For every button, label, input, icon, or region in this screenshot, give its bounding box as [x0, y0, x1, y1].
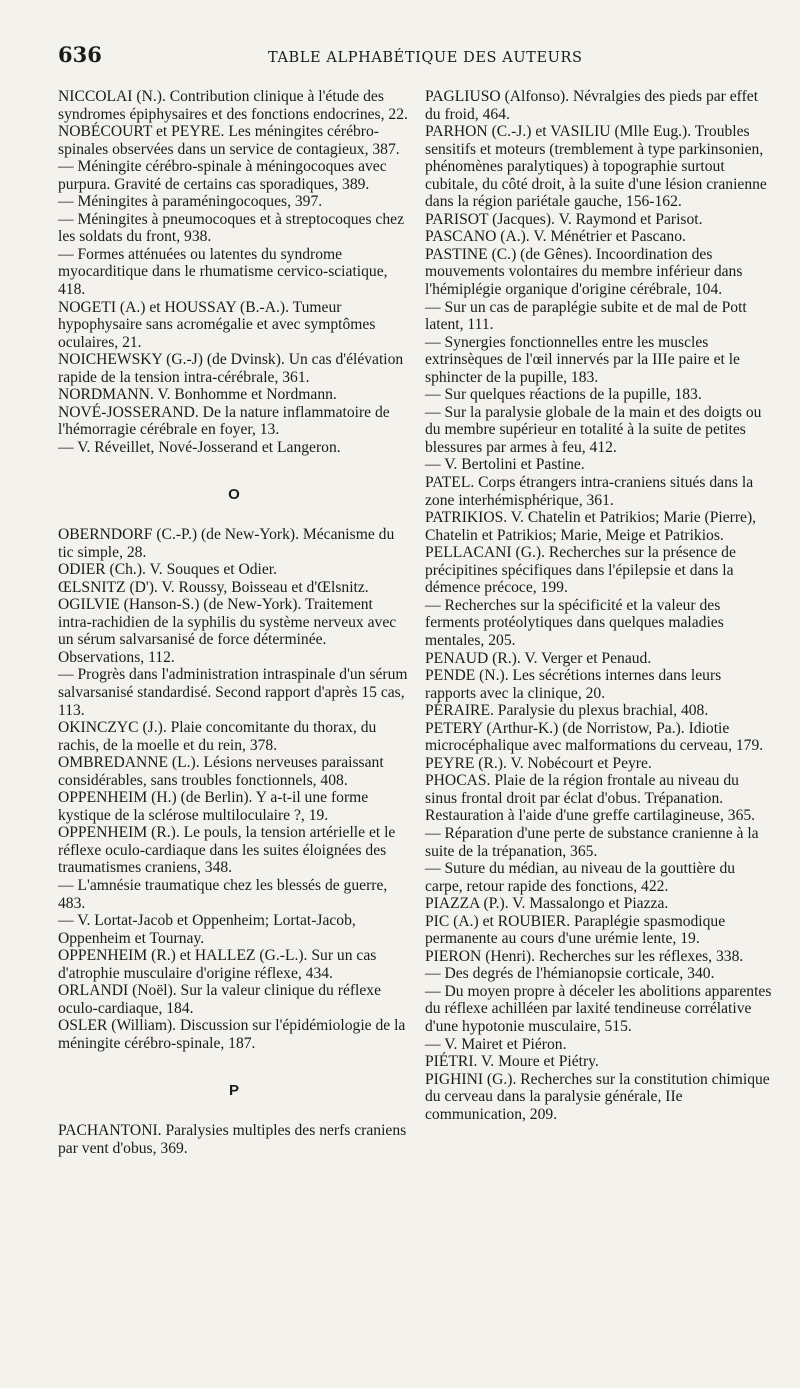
index-entry: PENDE (N.). Les sécrétions internes dans leurs rapports avec la clinique, 20.	[425, 667, 722, 702]
index-entry: NOGETI (A.) et HOUSSAY (B.-A.). Tumeur hypophysaire sans acromégalie et avec symptômes oculaires, 21.	[58, 298, 376, 351]
index-entry: PASTINE (C.) (de Gênes). Incoordination des mouvements volontaires du membre inférieur dans l'hémiplégie organique d'origine cérébrale, 104.	[425, 245, 743, 299]
section-heading-p: P	[228, 1082, 239, 1100]
index-entry: — Méningites à pneumocoques et à streptocoques chez les soldats du front, 938.	[58, 210, 404, 246]
index-entry: NOICHEWSKY (G.-J) (de Dvinsk). Un cas d'élévation rapide de la tension intra-cérébrale, 361.	[58, 351, 404, 386]
index-entry: PARHON (C.-J.) et VASILIU (Mlle Eug.). Troubles sensitifs et moteurs (tremblement à type parkinsonien, phénomènes paralytiques) à topographie surtout cubitale, du côté droit, à la suite d'une lésion cranienne dans la région pariétale gauche, 156-162.	[425, 123, 767, 211]
right-column	[425, 88, 773, 1123]
index-entry: PASCANO (A.). V. Ménétrier et Pascano.	[425, 228, 686, 246]
section-heading-o: O	[228, 486, 240, 504]
index-entry: PACHANTONI. Paralysies multiples des nerfs craniens par vent d'obus, 369.	[58, 1121, 407, 1157]
index-entry: — Sur la paralysie globale de la main et des doigts ou du membre supérieur en totalité à la suite de petites blessures par armes à feu, 412.	[425, 403, 762, 456]
index-entry: PETERY (Arthur-K.) (de Norristow, Pa.). Idiotie microcéphalique avec malformations du cerveau, 179.	[425, 719, 764, 755]
index-entry: — Méningites à paraméningocoques, 397.	[58, 193, 323, 211]
index-entry: ODIER (Ch.). V. Souques et Odier.	[58, 561, 278, 579]
right-entries-p	[425, 88, 773, 1123]
index-entry: — V. Réveillet, Nové-Josserand et Langeron.	[58, 438, 341, 456]
index-entry: — Recherches sur la spécificité et la valeur des ferments protéolytiques dans quelques maladies mentales, 205.	[425, 596, 724, 649]
index-entry: NOVÉ-JOSSERAND. De la nature inflammatoire de l'hémorragie cérébrale en foyer, 13.	[58, 403, 390, 439]
index-entry: NORDMANN. V. Bonhomme et Nordmann.	[58, 386, 337, 404]
index-entry: — L'amnésie traumatique chez les blessés de guerre, 483.	[58, 876, 388, 912]
index-entry: NICCOLAI (N.). Contribution clinique à l'étude des syndromes épiphysaires et des fonctions endocrines, 22.	[58, 88, 408, 123]
index-entry: PARISOT (Jacques). V. Raymond et Parisot.	[425, 210, 703, 228]
index-entry: — V. Lortat-Jacob et Oppenheim; Lortat-Jacob, Oppenheim et Tournay.	[58, 912, 356, 947]
index-entry: NOBÉCOURT et PEYRE. Les méningites cérébro-spinales observées dans un service de contagieux, 387.	[58, 123, 400, 158]
index-entry: OBERNDORF (C.-P.) (de New-York). Mécanisme du tic simple, 28.	[58, 526, 395, 561]
index-entry: PATRIKIOS. V. Chatelin et Patrikios; Marie (Pierre), Chatelin et Patrikios; Marie, Meige et Patrikios.	[425, 509, 757, 544]
index-entry: PENAUD (R.). V. Verger et Penaud.	[425, 649, 652, 667]
page-header	[58, 42, 758, 72]
index-entry: — Réparation d'une perte de substance cranienne à la suite de la trépanation, 365.	[425, 824, 759, 860]
index-entry: — V. Bertolini et Pastine.	[425, 456, 585, 474]
index-entry: PIAZZA (P.). V. Massalongo et Piazza.	[425, 895, 669, 913]
index-entry: OSLER (William). Discussion sur l'épidémiologie de la méningite cérébro-spinale, 187.	[58, 1017, 406, 1052]
left-entries-o	[58, 526, 410, 1052]
running-head: TABLE ALPHABÉTIQUE DES AUTEURS	[268, 50, 583, 66]
index-entry: PIC (A.) et ROUBIER. Paraplégie spasmodique permanente au cours d'une urémie lente, 19.	[425, 912, 726, 948]
index-entry: ŒLSNITZ (D'). V. Roussy, Boisseau et d'Œlsnitz.	[58, 578, 369, 596]
index-entry: — Synergies fonctionnelles entre les muscles extrinsèques de l'œil innervés par la IIIe paire et le sphincter de la pupille, 183.	[425, 333, 740, 386]
index-entry: PATEL. Corps étrangers intra-craniens situés dans la zone interhémisphérique, 361.	[425, 474, 754, 509]
index-entry: ORLANDI (Noël). Sur la valeur clinique du réflexe oculo-cardiaque, 184.	[58, 982, 382, 1017]
index-entry: — Suture du médian, au niveau de la gouttière du carpe, retour rapide des fonctions, 422.	[425, 860, 736, 895]
index-entry: — V. Mairet et Piéron.	[425, 1035, 567, 1053]
index-entry: PIERON (Henri). Recherches sur les réflexes, 338.	[425, 947, 744, 965]
index-entry: — Progrès dans l'administration intraspinale d'un sérum salvarsanisé standardisé. Second rapport d'après 15 cas, 113.	[58, 666, 408, 719]
left-entries-n	[58, 88, 410, 456]
index-entry: PELLACANI (G.). Recherches sur la présence de précipitines spécifiques dans l'épilepsie et dans la démence précoce, 199.	[425, 544, 736, 597]
left-column	[58, 88, 410, 1157]
index-entry: OKINCZYC (J.). Plaie concomitante du thorax, du rachis, de la moelle et du rein, 378.	[58, 719, 377, 754]
index-entry: OMBREDANNE (L.). Lésions nerveuses paraissant considérables, sans troubles fonctionnels, 408.	[58, 754, 384, 789]
index-entry: PEYRE (R.). V. Nobécourt et Peyre.	[425, 754, 652, 772]
index-entry: OPPENHEIM (H.) (de Berlin). Y a-t-il une forme kystique de la sclérose multiloculaire ?, 19.	[58, 789, 369, 824]
index-entry: OPPENHEIM (R.). Le pouls, la tension artérielle et le réflexe oculo-cardiaque dans les suites éloignées des traumatismes craniens, 348.	[58, 824, 396, 877]
index-entry: PÉRAIRE. Paralysie du plexus brachial, 408.	[425, 702, 709, 720]
index-entry: OPPENHEIM (R.) et HALLEZ (G.-L.). Sur un cas d'atrophie musculaire d'origine réflexe, 434.	[58, 947, 377, 982]
index-entry: PIGHINI (G.). Recherches sur la constitution chimique du cerveau dans la paralysie générale, IIe communication, 209.	[425, 1070, 770, 1123]
index-entry: PHOCAS. Plaie de la région frontale au niveau du sinus frontal droit par éclat d'obus. Trépanation. Restauration à l'aide d'une greffe cartilagineuse, 365.	[425, 772, 756, 825]
index-entry: — Sur un cas de paraplégie subite et de mal de Pott latent, 111.	[425, 298, 747, 334]
index-entry: — Sur quelques réactions de la pupille, 183.	[425, 386, 702, 404]
index-entry: PAGLIUSO (Alfonso). Névralgies des pieds par effet du froid, 464.	[425, 88, 759, 123]
index-entry: — Du moyen propre à déceler les abolitions apparentes du réflexe achilléen par laxité tendineuse corrélative d'une hypotonie musculaire, 515.	[425, 982, 772, 1035]
left-entries-p	[58, 1122, 410, 1157]
index-entry: PIÉTRI. V. Moure et Piétry.	[425, 1053, 599, 1071]
page-number: 636	[58, 42, 102, 67]
index-entry: — Méningite cérébro-spinale à méningocoques avec purpura. Gravité de certains cas sporadiques, 389.	[58, 158, 387, 193]
index-entry: OGILVIE (Hanson-S.) (de New-York). Traitement intra-rachidien de la syphilis du système nerveux avec un sérum salvarsanisé de force déterminée. Observations, 112.	[58, 596, 397, 666]
index-entry: — Des degrés de l'hémianopsie corticale, 340.	[425, 965, 715, 983]
index-entry: — Formes atténuées ou latentes du syndrome myocarditique dans le rhumatisme cervico-sciatique, 418.	[58, 245, 388, 299]
